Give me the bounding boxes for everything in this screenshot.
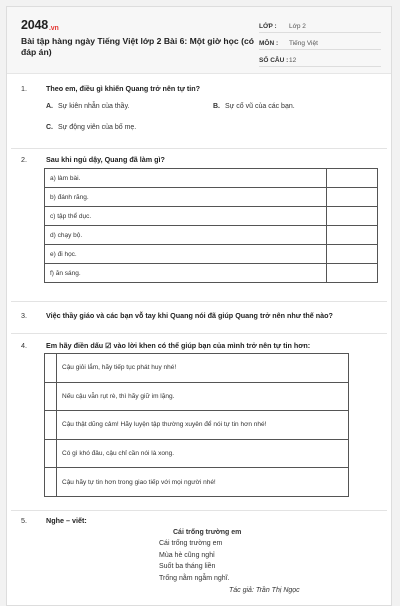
- table-row: f) ăn sáng.: [45, 264, 378, 283]
- divider: [11, 301, 387, 302]
- table-row: d) chạy bộ.: [45, 226, 378, 245]
- divider: [11, 510, 387, 511]
- divider: [11, 148, 387, 149]
- answer-cell[interactable]: [327, 264, 378, 283]
- checkbox-cell[interactable]: [45, 382, 57, 411]
- q2-table: [44, 168, 378, 283]
- poem: [159, 529, 300, 594]
- answer-cell[interactable]: [327, 226, 378, 245]
- question-3-text: Việc thầy giáo và các bạn vỗ tay khi Quang nói đã giúp Quang trở nên như thế nào?: [46, 311, 333, 320]
- meta-grade: LỚP : Lớp 2: [259, 19, 381, 33]
- site-logo[interactable]: 2048.vn: [21, 18, 59, 32]
- poem-line: Suốt ba tháng liền: [159, 563, 216, 570]
- table-row: b) đánh răng.: [45, 188, 378, 207]
- q1-option-b[interactable]: B. Sự cổ vũ của các bạn.: [213, 103, 295, 110]
- table-row: Cậu giỏi lắm, hãy tiếp tục phát huy nhé!: [45, 354, 349, 383]
- worksheet-page: 2048.vn Bài tập hàng ngày Tiếng Việt lớp 2 Bài 6: Một giờ học (có đáp án) LỚP : Lớp 2 MÔN : Tiếng Việt SỐ CÂU : 12 1. Theo em, điều gì khiến Quang trở nên tự tin? A. Sự kiên nhẫn của thầy. B. Sự cổ vũ của các bạn. C. Sự động viên của bố mẹ. 2. Sau khi ngủ dậy, Quang đã làm gì? a) làm bài. b) đánh răng. c) tập thể dục. d) chạy bộ. e) đi học. f) ăn sáng. 3. Việc thầy giáo và các bạn vỗ tay khi Quang nói đã giúp Quang trở nên như thế nào? 4. Em hãy điền dấu ☑ vào lời khen có thể giúp bạn của mình trở nên tự tin hơn: Cậu giỏi lắm, hãy tiếp tục phát huy nhé! Nếu cậu vẫn rụt rè, thì hãy giữ im lặng. Cậu thật dũng cảm! Hãy luyện tập thường xuyên để nói tự tin hơn nhé! Có gì khó đâu, cậu chỉ cần nói là xong. Cậu hãy tự tin hơn trong giao tiếp với mọi người nhé! 5. Nghe – viết: Cái trống trường em Cái trống trường em Mùa hè cũng nghỉ Suốt ba tháng liền Trống nằm ngẫm nghĩ. Tác giả: Trần Thị Ngọc: [6, 6, 392, 606]
- table-row: Cậu hãy tự tin hơn trong giao tiếp với mọi người nhé!: [45, 468, 349, 497]
- question-4-text: Em hãy điền dấu ☑ vào lời khen có thể giúp bạn của mình trở nên tự tin hơn:: [46, 341, 311, 350]
- poem-line: Trống nằm ngẫm nghĩ.: [159, 574, 230, 582]
- question-5-text: Nghe – viết:: [46, 516, 87, 525]
- checkbox-cell[interactable]: [45, 411, 57, 440]
- table-row: Có gì khó đâu, cậu chỉ cần nói là xong.: [45, 439, 349, 468]
- poem-title: Cái trống trường em: [173, 529, 242, 536]
- answer-cell[interactable]: [327, 169, 378, 188]
- table-row: c) tập thể dục.: [45, 207, 378, 226]
- table-row: Nếu cậu vẫn rụt rè, thì hãy giữ im lặng.: [45, 382, 349, 411]
- question-1-text: Theo em, điều gì khiến Quang trở nên tự tin?: [46, 84, 201, 93]
- table-row: Cậu thật dũng cảm! Hãy luyện tập thường xuyên để nói tự tin hơn nhé!: [45, 411, 349, 440]
- table-row: e) đi học.: [45, 245, 378, 264]
- worksheet-title: Bài tập hàng ngày Tiếng Việt lớp 2 Bài 6: Một giờ học (có đáp án): [21, 36, 254, 57]
- checkbox-cell[interactable]: [45, 439, 57, 468]
- checkbox-cell[interactable]: [45, 354, 57, 383]
- q1-option-c[interactable]: C. Sự động viên của bố mẹ.: [46, 124, 137, 131]
- table-row: a) làm bài.: [45, 169, 378, 188]
- poem-line: Mùa hè cũng nghỉ: [159, 551, 215, 559]
- answer-cell[interactable]: [327, 207, 378, 226]
- q1-option-a[interactable]: A. Sự kiên nhẫn của thầy.: [46, 103, 130, 110]
- poem-author: Tác giả: Trần Thị Ngọc: [229, 587, 300, 594]
- question-2-text: Sau khi ngủ dậy, Quang đã làm gì?: [46, 155, 165, 164]
- q4-table: [44, 353, 349, 497]
- meta-question-count: SỐ CÂU : 12: [259, 53, 381, 67]
- answer-cell[interactable]: [327, 188, 378, 207]
- divider: [11, 333, 387, 334]
- meta-subject: MÔN : Tiếng Việt: [259, 36, 381, 50]
- worksheet-meta: [259, 19, 381, 70]
- poem-line: Cái trống trường em: [159, 540, 223, 547]
- checkbox-cell[interactable]: [45, 468, 57, 497]
- worksheet-header: [7, 7, 391, 74]
- answer-cell[interactable]: [327, 245, 378, 264]
